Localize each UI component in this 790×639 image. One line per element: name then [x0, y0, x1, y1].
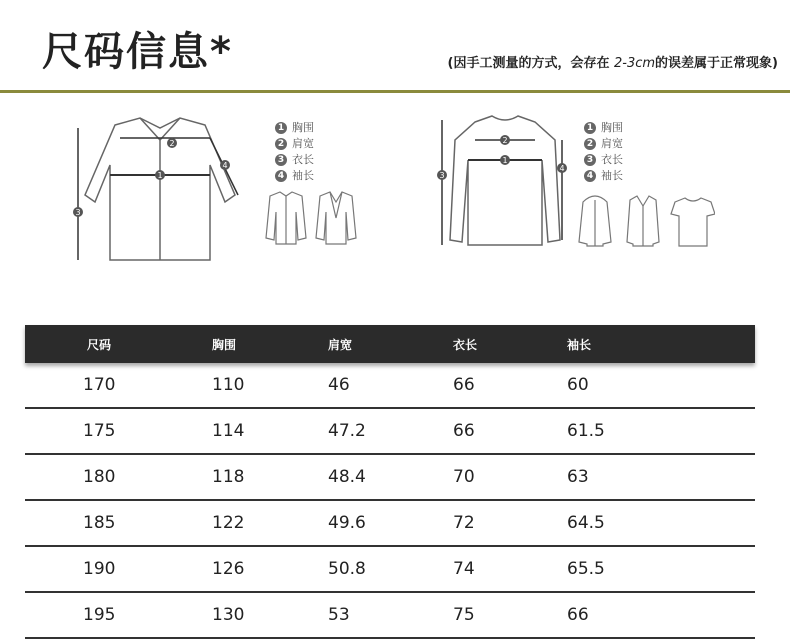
header-length: 衣长 — [453, 337, 478, 352]
shirt-legend — [275, 120, 314, 184]
measurement-note — [448, 52, 778, 71]
table-row — [25, 547, 755, 593]
legend-item — [275, 120, 314, 136]
legend-label: 袖长 — [292, 169, 314, 182]
legend-label: 肩宽 — [601, 137, 623, 150]
sweater-diagram — [430, 100, 580, 270]
cell-sleeve: 64.5 — [567, 513, 605, 533]
cell-shoulder: 46 — [328, 375, 350, 395]
table-row — [25, 455, 755, 501]
cell-sleeve: 65.5 — [567, 559, 605, 579]
legend-label: 袖长 — [601, 169, 623, 182]
legend-number: 4 — [275, 170, 287, 182]
cell-length: 66 — [453, 375, 475, 395]
cell-shoulder: 47.2 — [328, 421, 366, 441]
note-suffix: 的误差属于正常现象) — [655, 56, 778, 71]
page-title: 尺码信息* — [42, 29, 233, 75]
legend-item — [275, 136, 314, 152]
note-prefix: (因手工测量的方式，会存在 — [447, 56, 614, 71]
marker-2-label: 2 — [502, 136, 508, 145]
jacket-icons — [258, 188, 358, 248]
table-row — [25, 409, 755, 455]
legend-item — [275, 168, 314, 184]
legend-item — [584, 168, 623, 184]
cell-shoulder: 53 — [328, 605, 350, 625]
legend-label: 胸围 — [292, 121, 314, 134]
legend-number: 1 — [584, 122, 596, 134]
marker-3-label: 3 — [75, 208, 81, 217]
legend-item — [584, 136, 623, 152]
cell-size: 195 — [83, 605, 116, 625]
legend-item — [275, 152, 314, 168]
legend-label: 肩宽 — [292, 137, 314, 150]
header-divider — [0, 90, 790, 93]
cell-length: 66 — [453, 421, 475, 441]
legend-number: 2 — [584, 138, 596, 150]
cell-sleeve: 61.5 — [567, 421, 605, 441]
cell-length: 74 — [453, 559, 475, 579]
marker-3-label: 3 — [439, 171, 445, 180]
cell-length: 75 — [453, 605, 475, 625]
garment-icons — [575, 190, 715, 250]
legend-item — [584, 120, 623, 136]
legend-number: 2 — [275, 138, 287, 150]
cell-chest: 114 — [212, 421, 245, 441]
legend-number: 1 — [275, 122, 287, 134]
cell-length: 70 — [453, 467, 475, 487]
cell-size: 180 — [83, 467, 116, 487]
cell-sleeve: 60 — [567, 375, 589, 395]
cell-chest: 118 — [212, 467, 245, 487]
legend-number: 3 — [275, 154, 287, 166]
cell-chest: 130 — [212, 605, 245, 625]
cell-size: 170 — [83, 375, 116, 395]
cell-shoulder: 48.4 — [328, 467, 366, 487]
note-range: 2-3cm — [614, 56, 656, 71]
table-row — [25, 501, 755, 547]
cell-sleeve: 63 — [567, 467, 589, 487]
marker-1-label: 1 — [502, 156, 508, 165]
shirt-diagram — [60, 100, 260, 270]
sweater-illustration — [430, 100, 580, 270]
legend-label: 胸围 — [601, 121, 623, 134]
header — [0, 0, 790, 90]
cell-size: 185 — [83, 513, 116, 533]
cell-chest: 122 — [212, 513, 245, 533]
table-row — [25, 363, 755, 409]
legend-label: 衣长 — [292, 153, 314, 166]
cell-size: 190 — [83, 559, 116, 579]
table-header — [25, 325, 755, 363]
marker-2-label: 2 — [169, 139, 175, 148]
cell-chest: 110 — [212, 375, 245, 395]
table-row — [25, 593, 755, 639]
cell-sleeve: 66 — [567, 605, 589, 625]
marker-4-label: 4 — [222, 161, 228, 170]
cell-size: 175 — [83, 421, 116, 441]
header-size: 尺码 — [87, 337, 112, 352]
cell-shoulder: 49.6 — [328, 513, 366, 533]
marker-1-label: 1 — [157, 171, 163, 180]
sweater-legend — [584, 120, 623, 184]
size-table — [25, 325, 755, 639]
legend-number: 4 — [584, 170, 596, 182]
marker-4-label: 4 — [559, 164, 565, 173]
cell-length: 72 — [453, 513, 475, 533]
cell-chest: 126 — [212, 559, 245, 579]
header-shoulder: 肩宽 — [328, 337, 353, 352]
legend-label: 衣长 — [601, 153, 623, 166]
shirt-illustration — [60, 100, 260, 270]
legend-item — [584, 152, 623, 168]
legend-number: 3 — [584, 154, 596, 166]
cell-shoulder: 50.8 — [328, 559, 366, 579]
header-sleeve: 袖长 — [567, 337, 592, 352]
header-chest: 胸围 — [212, 337, 237, 352]
